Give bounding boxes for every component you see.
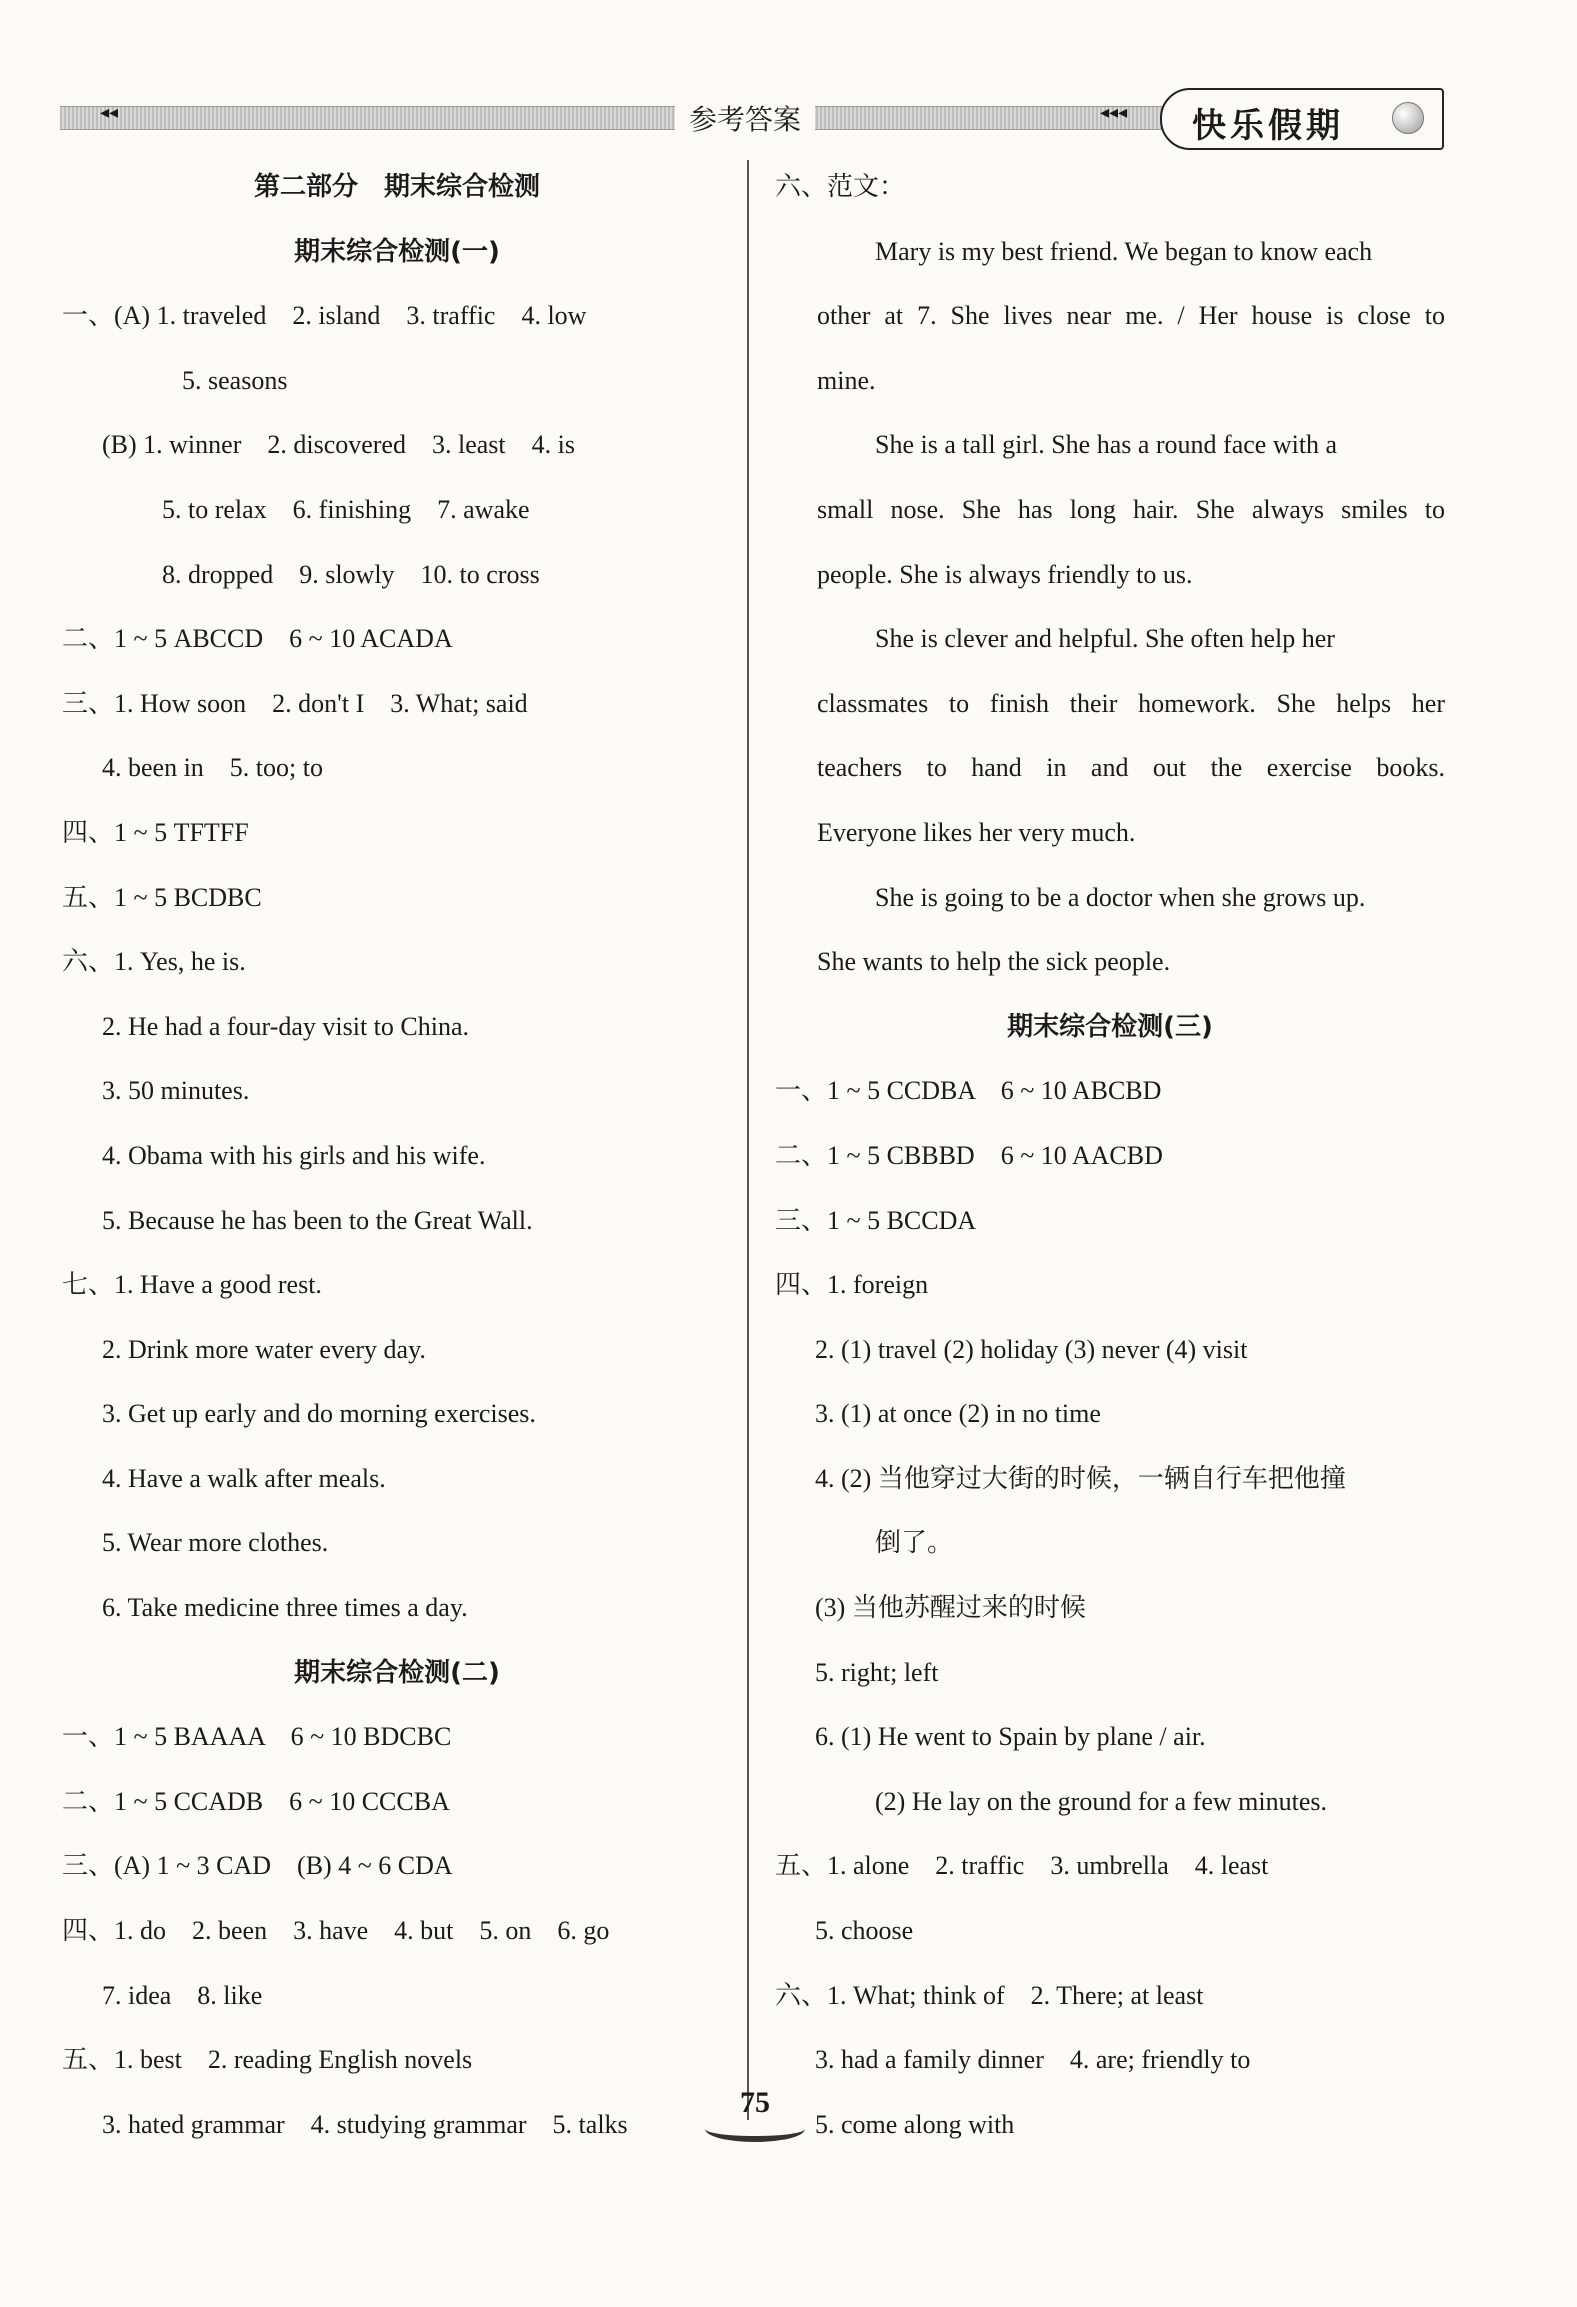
answer-line: 4. (2) 当他穿过大街的时候，一辆自行车把他撞 [815, 1463, 1346, 1493]
column-divider [747, 160, 749, 2120]
left-arrows-icon: ◂◂ [100, 102, 119, 123]
answer-line: (3) 当他苏醒过来的时候 [815, 1593, 1086, 1623]
answer-line: 四、1. foreign [775, 1270, 929, 1300]
answer-line: 2. Drink more water every day. [102, 1334, 426, 1364]
swoosh-decoration [705, 2116, 805, 2142]
answer-line: 5. seasons [182, 365, 288, 395]
section-heading: 第二部分 期末综合检测 [253, 172, 540, 202]
answer-line: 5. right; left [815, 1657, 939, 1687]
answer-line: 倒了。 [875, 1528, 954, 1558]
answer-line: classmates to finish their homework. She helps her [817, 688, 1445, 718]
right-column [775, 155, 1445, 2157]
answer-line: 3. hated grammar 4. studying grammar 5. talks [102, 2109, 628, 2139]
brand-title: 快乐假期 [1192, 106, 1344, 146]
answer-line: 5. Because he has been to the Great Wall. [102, 1205, 533, 1235]
page-number-badge [700, 2080, 810, 2140]
answer-line: 六、范文： [775, 172, 906, 201]
section-heading: 期末综合检测(一) [294, 236, 500, 267]
answer-line: 8. dropped 9. slowly 10. to cross [162, 559, 540, 589]
answer-line: 6. (1) He went to Spain by plane / air. [815, 1722, 1206, 1752]
section-heading: 期末综合检测(三) [1007, 1011, 1213, 1042]
answer-line: (B) 1. winner 2. discovered 3. least 4. is [102, 430, 575, 460]
answer-line: She wants to help the sick people. [817, 947, 1171, 977]
answer-line: 三、1 ~ 5 BCCDA [775, 1205, 977, 1235]
answer-line: 一、(A) 1. traveled 2. island 3. traffic 4. low [62, 301, 587, 331]
header-title: 参考答案 [675, 96, 815, 140]
answer-line: 一、1 ~ 5 CCDBA 6 ~ 10 ABCBD [775, 1076, 1162, 1106]
answer-line: 7. idea 8. like [102, 1980, 263, 2010]
answer-line: 5. Wear more clothes. [102, 1528, 329, 1558]
answer-line: 三、1. How soon 2. don't I 3. What; said [62, 688, 528, 718]
answer-line: 3. (1) at once (2) in no time [815, 1399, 1101, 1429]
answer-line: teachers to hand in and out the exercise books. [817, 753, 1445, 783]
answer-line: other at 7. She lives near me. / Her house is close to [817, 301, 1445, 331]
answer-line: people. She is always friendly to us. [817, 559, 1193, 589]
page-number: 75 [740, 2086, 770, 2119]
answer-line: 一、1 ~ 5 BAAAA 6 ~ 10 BDCBC [62, 1722, 452, 1752]
right-arrows-icon: ◂◂◂ [1100, 102, 1128, 123]
answer-line: 3. 50 minutes. [102, 1076, 250, 1106]
answer-line: (2) He lay on the ground for a few minutes. [875, 1786, 1327, 1816]
answer-line: 5. choose [815, 1916, 914, 1946]
answer-line: 4. Obama with his girls and his wife. [102, 1140, 486, 1170]
answer-line: 4. been in 5. too; to [102, 753, 323, 783]
answer-line: 六、1. What; think of 2. There; at least [775, 1980, 1204, 2010]
answer-line: 五、1. best 2. reading English novels [62, 2045, 473, 2075]
answer-line: small nose. She has long hair. She always smiles to [817, 494, 1445, 524]
page-header [60, 88, 1440, 148]
answer-line: She is clever and helpful. She often help her [875, 624, 1335, 654]
answer-line: 5. to relax 6. finishing 7. awake [162, 494, 530, 524]
circle-icon [1392, 102, 1424, 134]
answer-line: 五、1. alone 2. traffic 3. umbrella 4. least [775, 1851, 1269, 1881]
answer-line: 6. Take medicine three times a day. [102, 1593, 468, 1623]
brand-badge [1160, 88, 1444, 150]
answer-line: 四、1. do 2. been 3. have 4. but 5. on 6. go [62, 1916, 610, 1946]
answer-line: mine. [817, 365, 876, 395]
answer-line: 2. He had a four-day visit to China. [102, 1011, 470, 1041]
answer-line: 二、1 ~ 5 CCADB 6 ~ 10 CCCBA [62, 1786, 450, 1816]
answer-line: 二、1 ~ 5 ABCCD 6 ~ 10 ACADA [62, 624, 453, 654]
answer-line: 二、1 ~ 5 CBBBD 6 ~ 10 AACBD [775, 1140, 1163, 1170]
answer-line: 2. (1) travel (2) holiday (3) never (4) visit [815, 1334, 1248, 1364]
answer-line: 六、1. Yes, he is. [62, 947, 246, 977]
header-bar [60, 106, 1170, 130]
answer-line: 七、1. Have a good rest. [62, 1270, 322, 1300]
answer-line: 四、1 ~ 5 TFTFF [62, 817, 249, 847]
answer-line: 4. Have a walk after meals. [102, 1463, 386, 1493]
answer-line: 三、(A) 1 ~ 3 CAD (B) 4 ~ 6 CDA [62, 1851, 453, 1881]
answer-line: 3. Get up early and do morning exercises. [102, 1399, 536, 1429]
answer-line: Everyone likes her very much. [817, 817, 1136, 847]
answer-line: 五、1 ~ 5 BCDBC [62, 882, 262, 912]
answer-line: She is a tall girl. She has a round face with a [875, 430, 1338, 460]
answer-line: She is going to be a doctor when she grows up. [875, 882, 1366, 912]
left-column [62, 155, 732, 2157]
answer-line: Mary is my best friend. We began to know each [875, 236, 1373, 266]
answer-line: 3. had a family dinner 4. are; friendly to [815, 2045, 1251, 2075]
answer-line: 5. come along with [815, 2109, 1015, 2139]
section-heading: 期末综合检测(二) [294, 1657, 500, 1688]
